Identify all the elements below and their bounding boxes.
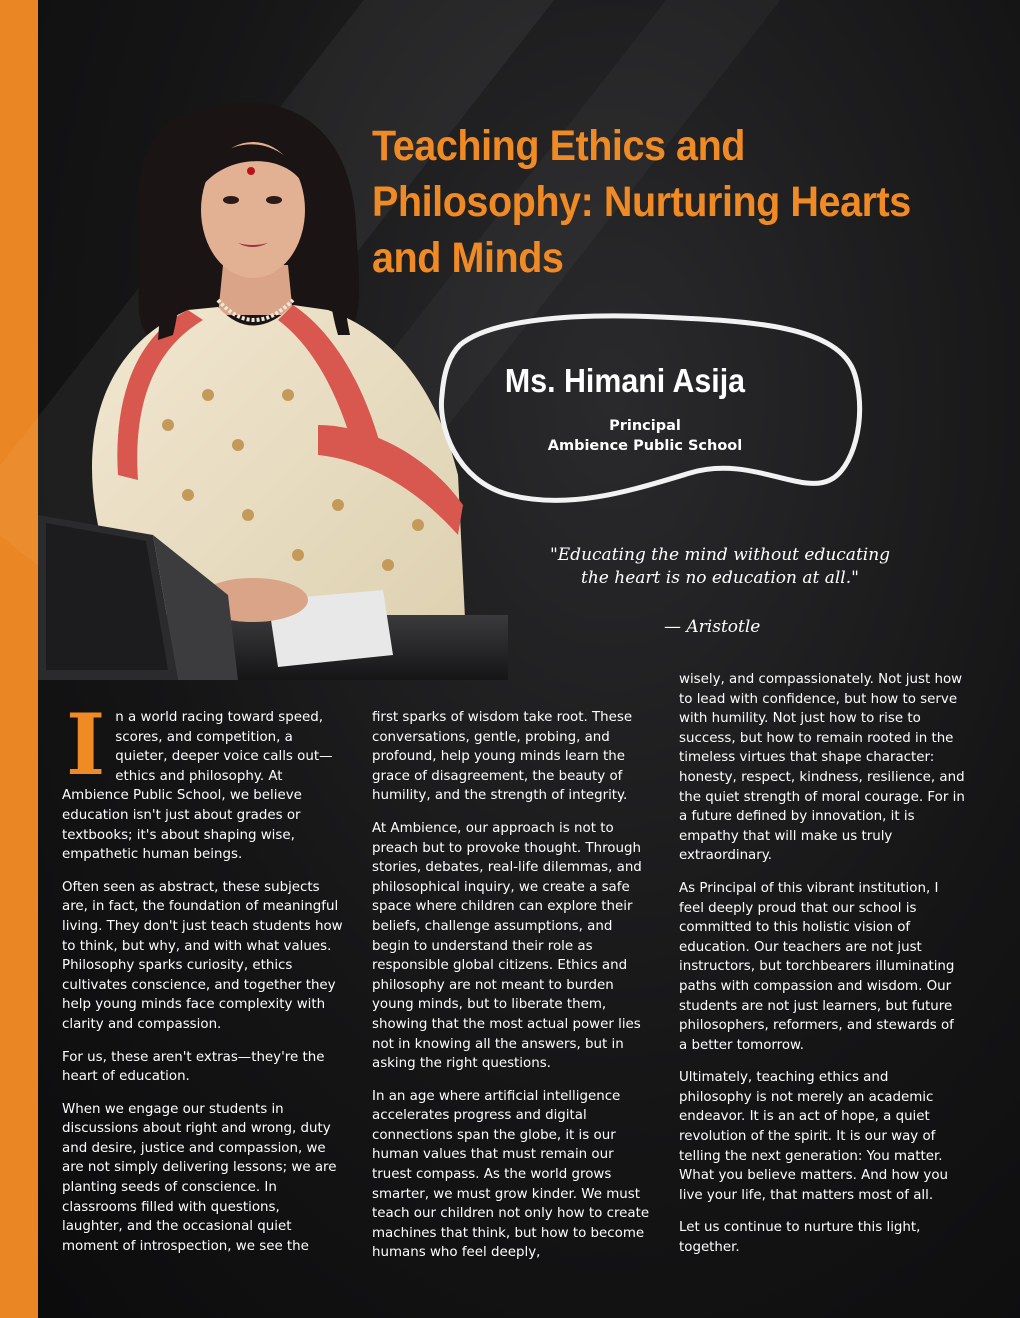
author-role: Principal (609, 418, 681, 434)
paragraph: Often seen as abstract, these subjects are, in fact, the foundation of meaningful living. They don't just teach students how to think, but why, and with what values. Philosophy sparks curiosity, ethics cultivates conscience, and together they help young minds face complexity with clarity and compassion. (62, 879, 343, 1032)
bindi (247, 167, 255, 175)
paragraph (62, 695, 344, 865)
name-speech-bubble (420, 305, 870, 515)
paragraph: At Ambience, our approach is not to preach but to provoke thought. Through stories, debates, real-life dilemmas, and philosophical inquiry, we create a safe space where children can explore their beliefs, challenge assumptions, and begin to understand their role as responsible global citizens. Ethics and philosophy are not meant to burden young minds, but to liberate them, showing that the most actual power lies not in knowing all the answers, but in asking the right questions. (372, 820, 642, 1072)
paragraph: For us, these aren't extras—they're the heart of education. (62, 1049, 325, 1085)
paragraph: As Principal of this vibrant institution, I feel deeply proud that our school is committed to this holistic vision of education. Our teachers are not just instructors, but torchbearers illuminating paths with compassion and wisdom. Our students are not just learners, but future philosophers, reformers, and stewards of a better tomorrow. (679, 880, 955, 1053)
pull-quote (530, 544, 910, 590)
paragraph: In an age where artificial intelligence accelerates progress and digital connections span the globe, it is our human values that must remain our truest compass. As the world grows smarter, we must grow kinder. We must teach our children not only how to create machines that think, but how to become humans who feel deeply, (372, 1088, 650, 1261)
paragraph: Ultimately, teaching ethics and philosophy is not merely an academic endeavor. It is an act of hope, a quiet revolution of the spirit. It is our way of telling the next generation: You matter. What you believe matters. And how you live your life, that matters most of all. (679, 1070, 949, 1203)
quote-line: the heart is no education at all." (581, 568, 859, 588)
body-column-2 (372, 708, 650, 1276)
quote-author: — Aristotle (664, 617, 761, 637)
author-credentials (450, 416, 840, 456)
drop-cap: I (66, 695, 106, 794)
author-name: Ms. Himani Asija (504, 362, 746, 399)
body-column-3 (679, 670, 965, 1271)
quote-line: "Educating the mind without educating (549, 545, 891, 565)
author-school: Ambience Public School (547, 438, 743, 454)
paragraph: wisely, and compassionately. Not just how to lead with confidence, but how to serve with humility. Not just how to rise to success, but how to remain rooted in the timeless virtues that shape character: honesty, respect, kindness, resilience, and the quiet strength of moral courage. For in a future defined by innovation, it is empathy that will make us truly extraordinary. (679, 672, 965, 864)
orange-side-stripe (0, 0, 38, 1318)
paragraph: Let us continue to nurture this light, together. (679, 1220, 921, 1256)
paragraph: When we engage our students in discussions about right and wrong, duty and desire, justice and compassion, we are not simply delivering lessons; we are planting seeds of conscience. In classrooms filled with questions, laughter, and the occasional quiet moment of introspection, we see the (62, 1101, 337, 1254)
paragraph: first sparks of wisdom take root. These conversations, gentle, probing, and profound, help young minds learn the grace of disagreement, the beauty of humility, and the strength of integrity. (372, 710, 633, 804)
paragraph-text: n a world racing toward speed, scores, and competition, a quieter, deeper voice calls out—ethics and philosophy. At Ambience Public School, we believe education isn't just about grades or textbooks; it's about shaping wise, empathetic human beings. (62, 710, 333, 863)
article-title: Teaching Ethics and Philosophy: Nurturing Hearts and Minds (372, 122, 911, 282)
body-column-1 (62, 695, 344, 1269)
